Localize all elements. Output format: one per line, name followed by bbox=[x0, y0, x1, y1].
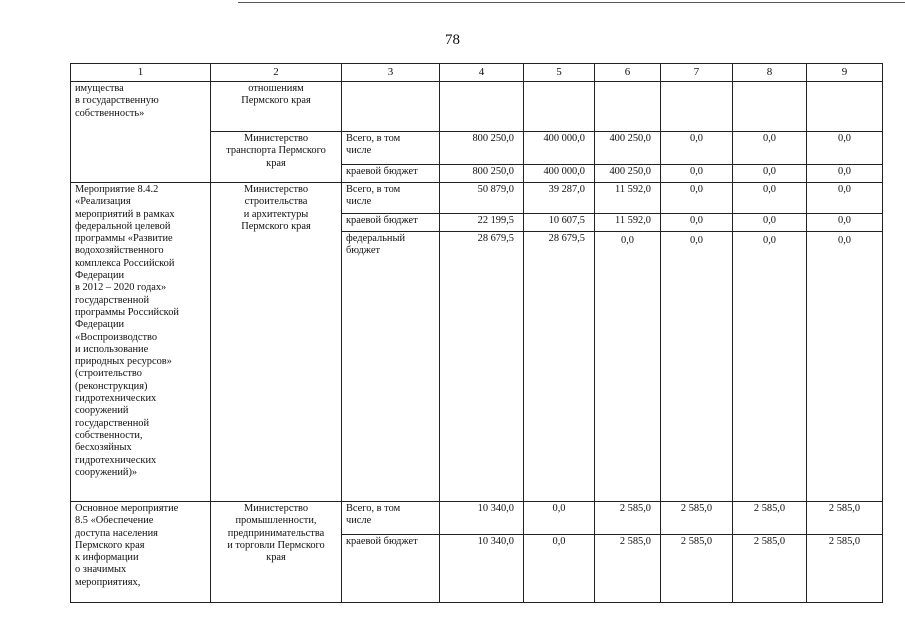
column-header: 9 bbox=[807, 64, 883, 82]
table-row bbox=[71, 502, 883, 535]
value-cell: 800 250,0 bbox=[440, 165, 524, 183]
budget-table bbox=[70, 63, 883, 603]
executor-cell: Министерство строительства и архитектуры Пермского края bbox=[211, 183, 342, 502]
column-header: 5 bbox=[524, 64, 595, 82]
funding-source-cell: Всего, в том числе bbox=[342, 502, 440, 535]
column-header: 1 bbox=[71, 64, 211, 82]
value-cell: 0,0 bbox=[807, 165, 883, 183]
value-cell: 800 250,0 bbox=[440, 132, 524, 165]
page-number: 78 bbox=[445, 32, 460, 48]
funding-source-cell: Всего, в том числе bbox=[342, 183, 440, 214]
value-cell: 2 585,0 bbox=[661, 535, 733, 603]
value-cell bbox=[807, 82, 883, 132]
value-cell: 28 679,5 bbox=[440, 232, 524, 502]
value-cell: 0,0 bbox=[595, 232, 661, 502]
value-cell: 2 585,0 bbox=[661, 502, 733, 535]
value-cell: 0,0 bbox=[733, 132, 807, 165]
value-cell: 0,0 bbox=[524, 535, 595, 603]
funding-source-cell: Всего, в том числе bbox=[342, 132, 440, 165]
value-cell: 0,0 bbox=[733, 183, 807, 214]
value-cell bbox=[440, 82, 524, 132]
value-cell: 11 592,0 bbox=[595, 183, 661, 214]
column-header: 8 bbox=[733, 64, 807, 82]
value-cell: 2 585,0 bbox=[807, 502, 883, 535]
funding-source-cell: краевой бюджет bbox=[342, 214, 440, 232]
value-cell: 10 607,5 bbox=[524, 214, 595, 232]
value-cell: 0,0 bbox=[807, 132, 883, 165]
value-cell bbox=[524, 82, 595, 132]
table-row bbox=[71, 183, 883, 214]
value-cell: 39 287,0 bbox=[524, 183, 595, 214]
value-cell: 2 585,0 bbox=[733, 502, 807, 535]
value-cell: 50 879,0 bbox=[440, 183, 524, 214]
value-cell: 2 585,0 bbox=[733, 535, 807, 603]
value-cell: 400 250,0 bbox=[595, 132, 661, 165]
value-cell: 10 340,0 bbox=[440, 502, 524, 535]
value-cell: 400 000,0 bbox=[524, 165, 595, 183]
value-cell: 2 585,0 bbox=[595, 535, 661, 603]
column-header: 3 bbox=[342, 64, 440, 82]
executor-cell: Министерство транспорта Пермского края bbox=[211, 132, 342, 183]
table-header-row bbox=[71, 64, 883, 82]
column-header: 4 bbox=[440, 64, 524, 82]
column-header: 2 bbox=[211, 64, 342, 82]
column-header: 7 bbox=[661, 64, 733, 82]
table-row bbox=[71, 82, 883, 132]
value-cell: 0,0 bbox=[807, 214, 883, 232]
value-cell: 11 592,0 bbox=[595, 214, 661, 232]
value-cell: 0,0 bbox=[661, 132, 733, 165]
funding-source-cell: краевой бюджет bbox=[342, 165, 440, 183]
funding-source-cell: краевой бюджет bbox=[342, 535, 440, 603]
value-cell: 22 199,5 bbox=[440, 214, 524, 232]
value-cell: 0,0 bbox=[661, 232, 733, 502]
value-cell bbox=[595, 82, 661, 132]
value-cell bbox=[661, 82, 733, 132]
value-cell: 2 585,0 bbox=[807, 535, 883, 603]
funding-source-cell bbox=[342, 82, 440, 132]
funding-source-cell: федеральный бюджет bbox=[342, 232, 440, 502]
value-cell: 0,0 bbox=[661, 183, 733, 214]
top-rule bbox=[238, 2, 905, 3]
executor-cell: Министерство промышленности, предпринимательства и торговли Пермского края bbox=[211, 502, 342, 603]
measure-name-cell: имущества в государственную собственность» bbox=[71, 82, 211, 183]
value-cell: 0,0 bbox=[733, 165, 807, 183]
value-cell: 0,0 bbox=[733, 232, 807, 502]
value-cell: 400 250,0 bbox=[595, 165, 661, 183]
value-cell: 0,0 bbox=[524, 502, 595, 535]
executor-cell: отношениям Пермского края bbox=[211, 82, 342, 132]
value-cell: 0,0 bbox=[733, 214, 807, 232]
value-cell: 0,0 bbox=[661, 214, 733, 232]
value-cell: 2 585,0 bbox=[595, 502, 661, 535]
value-cell: 10 340,0 bbox=[440, 535, 524, 603]
value-cell bbox=[733, 82, 807, 132]
value-cell: 0,0 bbox=[807, 183, 883, 214]
measure-name-cell: Мероприятие 8.4.2 «Реализация мероприятий в рамках федеральной целевой программы «Развитие водохозяйственного комплекса Российской Федерации в 2012 – 2020 годах» государственной программы Российской Федерации «Воспроизводство и использование природных ресурсов» (строительство (реконструкция) гидротехнических сооружений государственной собственности, бесхозяйных гидротехнических сооружений)» bbox=[71, 183, 211, 502]
column-header: 6 bbox=[595, 64, 661, 82]
value-cell: 28 679,5 bbox=[524, 232, 595, 502]
measure-name-cell: Основное мероприятие 8.5 «Обеспечение доступа населения Пермского края к информации о значимых мероприятиях, bbox=[71, 502, 211, 603]
value-cell: 0,0 bbox=[661, 165, 733, 183]
value-cell: 400 000,0 bbox=[524, 132, 595, 165]
value-cell: 0,0 bbox=[807, 232, 883, 502]
